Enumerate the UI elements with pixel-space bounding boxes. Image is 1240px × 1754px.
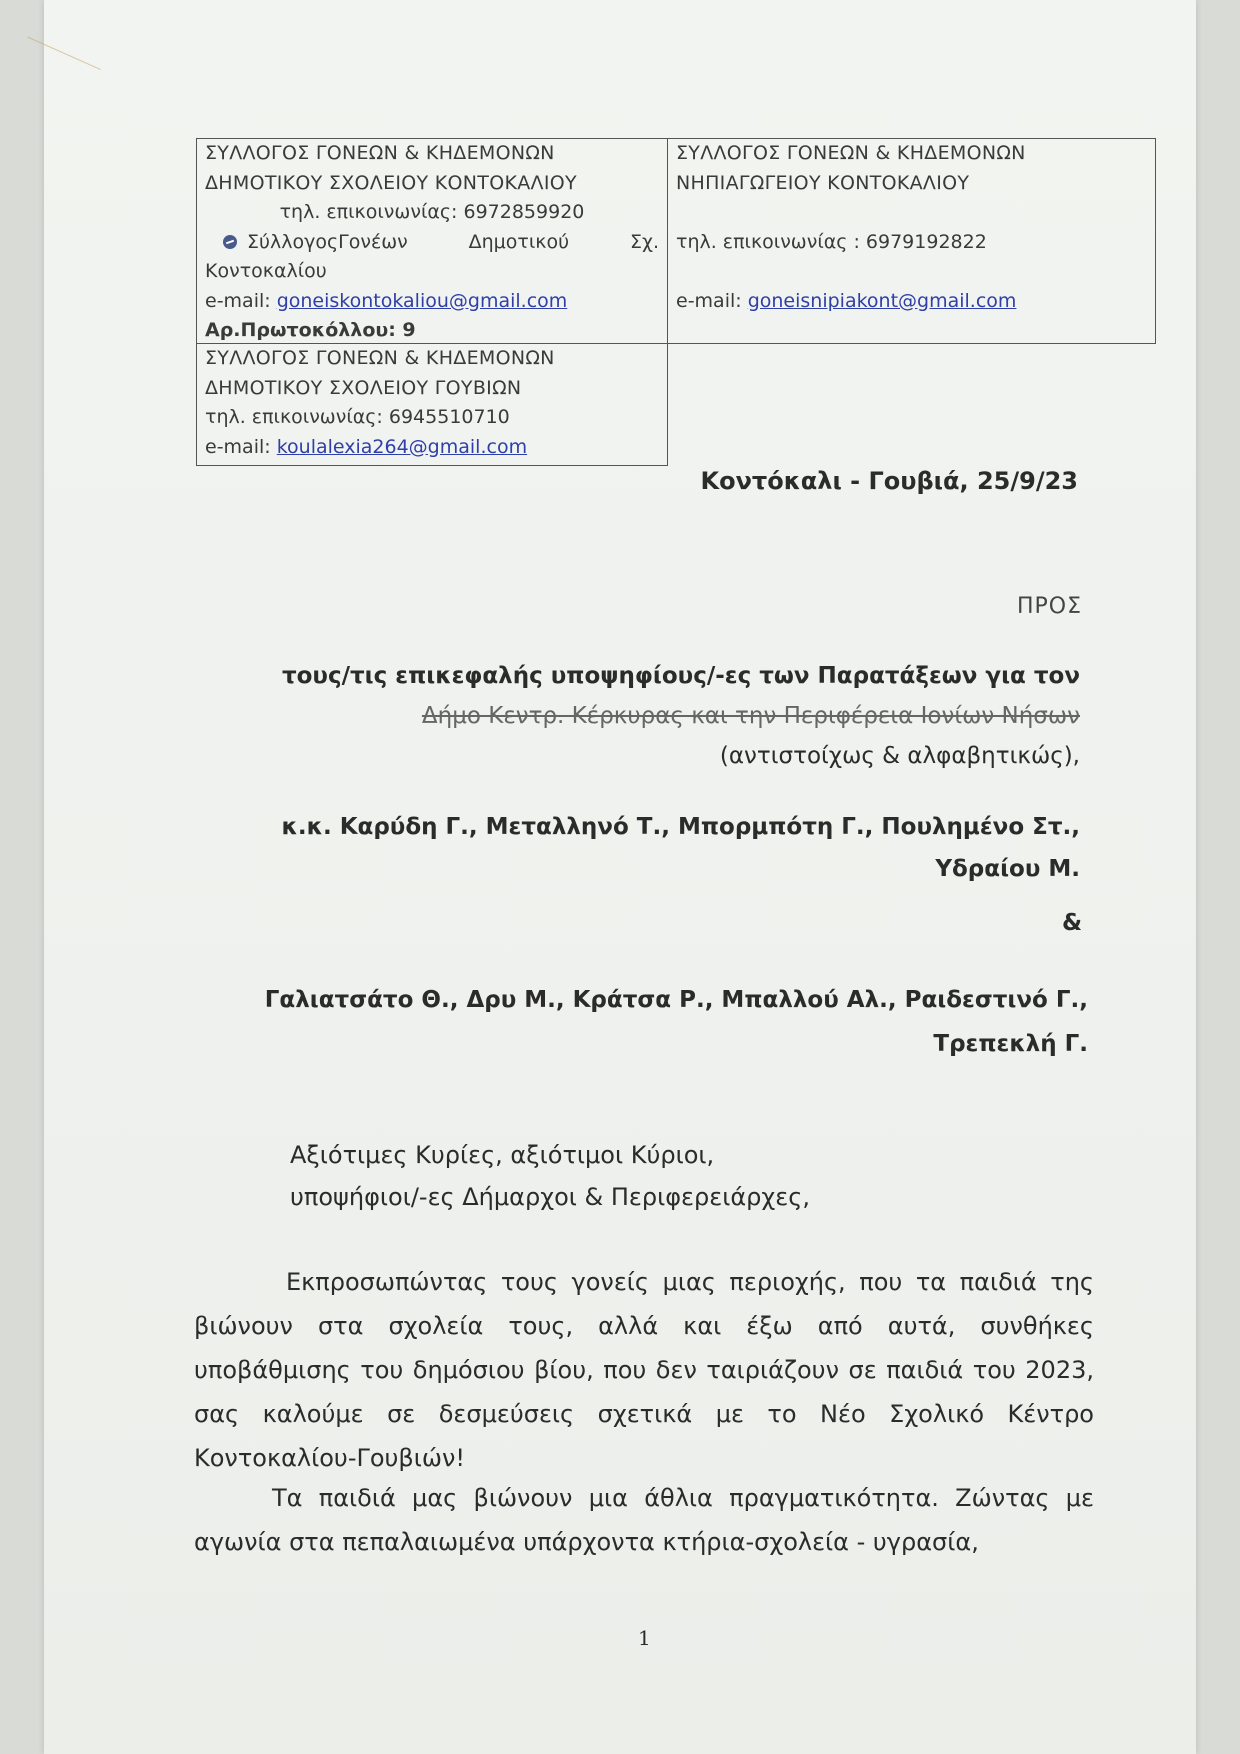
box1-facebook-line [205,228,659,258]
box1-email-label: e-mail: [205,289,271,312]
recipients-line3: (αντιστοίχως & αλφαβητικώς), [719,743,1080,769]
box2-email-link[interactable]: goneisnipiakont@gmail.com [747,289,1017,312]
box2-email-line [676,287,1147,317]
body-paragraph-1 [194,1260,1094,1480]
box1-phone: τηλ. επικοινωνίας: 6972859920 [279,201,585,223]
recipients-block [180,656,1080,776]
box1-email-link[interactable]: goneiskontokaliou@gmail.com [276,289,568,312]
salutation-line2: υποψήφιοι/-ες Δήμαρχοι & Περιφερειάρχες, [290,1183,810,1211]
box2-title-line2: ΝΗΠΙΑΓΩΓΕΙΟΥ ΚΟΝΤΟΚΑΛΙΟΥ [676,171,970,194]
box1-fb-word3: Σχ. [629,230,659,253]
body-paragraph-2 [194,1476,1094,1564]
box1-fb-word2: Δημοτικού [468,230,570,253]
box2-email-label: e-mail: [676,289,742,312]
box1-protocol: Αρ.Πρωτοκόλλου: 9 [205,319,416,341]
ampersand: & [1061,910,1082,936]
box3-phone: τηλ. επικοινωνίας: 6945510710 [205,406,510,428]
box3-email-line [205,433,659,463]
box1-title-line2: ΔΗΜΟΤΙΚΟΥ ΣΧΟΛΕΙΟΥ ΚΟΝΤΟΚΑΛΙΟΥ [205,171,577,194]
letter-pros: ΠΡΟΣ [1016,594,1082,619]
box3-title-line2: ΔΗΜΟΤΙΚΟΥ ΣΧΟΛΕΙΟΥ ΓΟΥΒΙΩΝ [205,376,522,399]
names1-line1: κ.κ. Καρύδη Γ., Μεταλληνό Τ., Μπορμπότη Γ., Πουλημένο Στ., [281,814,1080,840]
box2-phone: τηλ. επικοινωνίας : 6979192822 [676,230,987,253]
box3-email-link[interactable]: koulalexia264@gmail.com [276,435,528,458]
box2-title-line1: ΣΥΛΛΟΓΟΣ ΓΟΝΕΩΝ & ΚΗΔΕΜΟΝΩΝ [676,142,1026,164]
letter-date: Κοντόκαλι - Γουβιά, 25/9/23 [700,467,1078,495]
box1-fb-word1: ΣύλλογοςΓονέων [247,230,408,253]
names1-line2: Υδραίου Μ. [935,856,1080,882]
box3-email-label: e-mail: [205,435,271,458]
box1-email-line [205,287,659,317]
header-box-kontokali-primary [196,138,668,344]
recipients-line2: Δήμο Κεντρ. Κέρκυρας και την Περιφέρεια Ιονίων Νήσων [421,703,1080,729]
names2-line2: Τρεπεκλή Γ. [933,1031,1088,1057]
names2-line1: Γαλιατσάτο Θ., Δρυ Μ., Κράτσα Ρ., Μπαλλού Αλ., Ραιδεστινό Γ., [264,987,1088,1013]
page-number: 1 [638,1626,651,1650]
salutation-line1: Αξιότιμες Κυρίες, αξιότιμοι Κύριοι, [290,1141,715,1169]
box1-fb-line2: Κοντοκαλίου [205,260,327,282]
names-block-region [128,978,1088,1066]
header-box-gouvia-primary [196,344,668,466]
recipients-line1: τους/τις επικεφαλής υποψηφίους/-ες των Παρατάξεων για τον [281,663,1080,689]
box3-title-line1: ΣΥΛΛΟΓΟΣ ΓΟΝΕΩΝ & ΚΗΔΕΜΟΝΩΝ [205,347,555,369]
paragraph1-text: Εκπροσωπώντας τους γονείς μιας περιοχής, που τα παιδιά της βιώνουν στα σχολεία τους, αλλά και έξω από αυτά, συνθήκες υποβάθμισης του δημόσιου βίου, που δεν ταιριάζουν σε παιδιά του 2023, σας καλούμε σε δεσμεύσεις σχετικά με το Νέο Σχολικό Κέντρο Κοντοκαλίου-Γουβιών! [194,1268,1094,1472]
header-box-kontokali-kindergarten [668,138,1156,344]
names-block-municipality [180,806,1080,890]
salutation [290,1134,810,1218]
messenger-icon [223,235,237,249]
paragraph2-text: Τα παιδιά μας βιώνουν μια άθλια πραγματικότητα. Ζώντας με αγωνία στα πεπαλαιωμένα υπάρχοντα κτήρια-σχολεία - υγρασία, [194,1484,1094,1556]
box1-title-line1: ΣΥΛΛΟΓΟΣ ΓΟΝΕΩΝ & ΚΗΔΕΜΟΝΩΝ [205,142,555,164]
